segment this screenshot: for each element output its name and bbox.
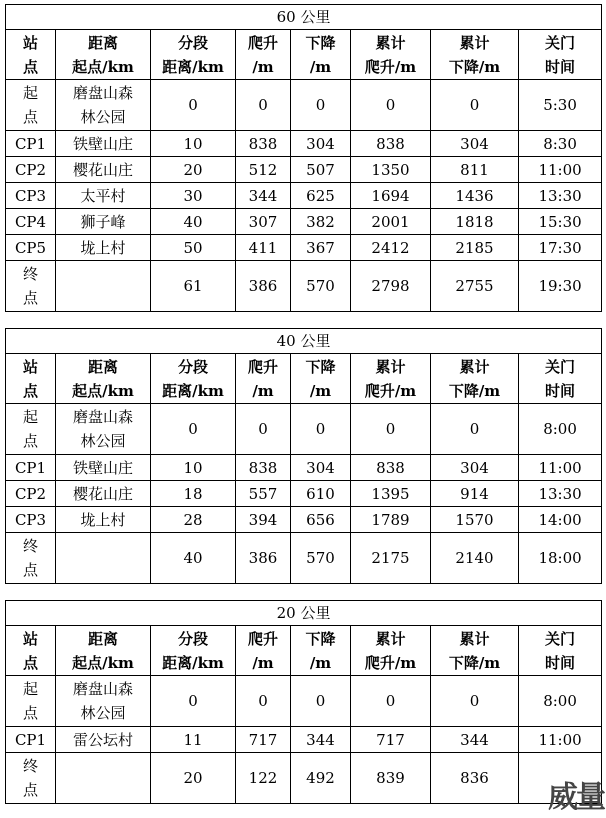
col-header-station: 站 点 <box>6 626 56 676</box>
col-header-descent: 下降 /m <box>291 354 351 404</box>
cum-descent-cell: 1818 <box>431 209 519 235</box>
col-header-distance: 距离 起点/km <box>56 626 151 676</box>
table-row <box>6 753 602 804</box>
cutoff-cell: 11:00 <box>519 727 602 753</box>
cutoff-cell: 5:30 <box>519 80 602 131</box>
col-header-cum-ascent: 累计 爬升/m <box>351 30 431 80</box>
segment-cell: 20 <box>151 157 236 183</box>
segment-cell: 40 <box>151 209 236 235</box>
cutoff-cell: 13:30 <box>519 183 602 209</box>
col-header-cum-ascent: 累计 爬升/m <box>351 626 431 676</box>
segment-cell: 50 <box>151 235 236 261</box>
table-60km <box>5 4 602 312</box>
station-cell: 起 点 <box>6 676 56 727</box>
table-title: 20 公里 <box>6 601 602 626</box>
descent-cell: 570 <box>291 533 351 584</box>
cutoff-cell: 11:00 <box>519 157 602 183</box>
ascent-cell: 411 <box>236 235 291 261</box>
cum-ascent-cell: 0 <box>351 676 431 727</box>
segment-cell: 40 <box>151 533 236 584</box>
cutoff-cell: 8:00 <box>519 676 602 727</box>
ascent-cell: 512 <box>236 157 291 183</box>
cum-descent-cell: 0 <box>431 676 519 727</box>
segment-cell: 10 <box>151 131 236 157</box>
cum-ascent-cell: 717 <box>351 727 431 753</box>
segment-cell: 20 <box>151 753 236 804</box>
location-cell: 铁壁山庄 <box>56 455 151 481</box>
cutoff-cell: 13:30 <box>519 481 602 507</box>
col-header-cutoff: 关门 时间 <box>519 354 602 404</box>
cum-ascent-cell: 839 <box>351 753 431 804</box>
col-header-descent: 下降 /m <box>291 626 351 676</box>
station-cell: CP1 <box>6 727 56 753</box>
header-row <box>6 354 602 404</box>
station-cell: 终 点 <box>6 753 56 804</box>
station-cell: 起 点 <box>6 404 56 455</box>
table-row <box>6 727 602 753</box>
col-header-segment: 分段 距离/km <box>151 626 236 676</box>
ascent-cell: 0 <box>236 404 291 455</box>
ascent-cell: 717 <box>236 727 291 753</box>
table-row <box>6 404 602 455</box>
cum-ascent-cell: 2175 <box>351 533 431 584</box>
cum-descent-cell: 304 <box>431 455 519 481</box>
location-cell <box>56 753 151 804</box>
station-cell: CP3 <box>6 507 56 533</box>
table-title: 40 公里 <box>6 329 602 354</box>
station-cell: CP2 <box>6 157 56 183</box>
rows-20 <box>6 676 602 804</box>
col-header-cum-descent: 累计 下降/m <box>431 30 519 80</box>
table-row <box>6 533 602 584</box>
segment-cell: 30 <box>151 183 236 209</box>
station-cell: CP2 <box>6 481 56 507</box>
cum-ascent-cell: 0 <box>351 404 431 455</box>
segment-cell: 0 <box>151 676 236 727</box>
table-row <box>6 676 602 727</box>
col-header-ascent: 爬升 /m <box>236 626 291 676</box>
table-row <box>6 507 602 533</box>
location-cell <box>56 533 151 584</box>
ascent-cell: 386 <box>236 261 291 312</box>
segment-cell: 28 <box>151 507 236 533</box>
location-cell: 樱花山庄 <box>56 481 151 507</box>
descent-cell: 0 <box>291 404 351 455</box>
segment-cell: 0 <box>151 80 236 131</box>
col-header-ascent: 爬升 /m <box>236 354 291 404</box>
cum-descent-cell: 2140 <box>431 533 519 584</box>
station-cell: CP4 <box>6 209 56 235</box>
ascent-cell: 394 <box>236 507 291 533</box>
ascent-cell: 838 <box>236 455 291 481</box>
cutoff-cell: 8:00 <box>519 404 602 455</box>
cutoff-cell: 11:00 <box>519 455 602 481</box>
table-row <box>6 481 602 507</box>
descent-cell: 344 <box>291 727 351 753</box>
descent-cell: 0 <box>291 80 351 131</box>
ascent-cell: 838 <box>236 131 291 157</box>
location-cell: 垅上村 <box>56 507 151 533</box>
col-header-cum-ascent: 累计 爬升/m <box>351 354 431 404</box>
segment-cell: 0 <box>151 404 236 455</box>
location-cell: 太平村 <box>56 183 151 209</box>
descent-cell: 492 <box>291 753 351 804</box>
ascent-cell: 0 <box>236 676 291 727</box>
col-header-distance: 距离 起点/km <box>56 30 151 80</box>
station-cell: CP3 <box>6 183 56 209</box>
cum-ascent-cell: 1789 <box>351 507 431 533</box>
ascent-cell: 0 <box>236 80 291 131</box>
location-cell: 磨盘山森 林公园 <box>56 404 151 455</box>
cum-descent-cell: 914 <box>431 481 519 507</box>
location-cell: 雷公坛村 <box>56 727 151 753</box>
cum-descent-cell: 1570 <box>431 507 519 533</box>
cum-ascent-cell: 1395 <box>351 481 431 507</box>
table-row <box>6 235 602 261</box>
cutoff-cell: 17:30 <box>519 235 602 261</box>
table-row <box>6 183 602 209</box>
cum-ascent-cell: 0 <box>351 80 431 131</box>
cutoff-cell: 19:30 <box>519 261 602 312</box>
ascent-cell: 386 <box>236 533 291 584</box>
descent-cell: 570 <box>291 261 351 312</box>
ascent-cell: 122 <box>236 753 291 804</box>
location-cell <box>56 261 151 312</box>
descent-cell: 304 <box>291 131 351 157</box>
descent-cell: 0 <box>291 676 351 727</box>
station-cell: 起 点 <box>6 80 56 131</box>
station-cell: CP1 <box>6 131 56 157</box>
cutoff-cell: 14:00 <box>519 507 602 533</box>
cum-descent-cell: 2755 <box>431 261 519 312</box>
cum-ascent-cell: 2001 <box>351 209 431 235</box>
rows-40 <box>6 404 602 584</box>
cum-descent-cell: 0 <box>431 404 519 455</box>
location-cell: 垅上村 <box>56 235 151 261</box>
cutoff-cell: 8:30 <box>519 131 602 157</box>
descent-cell: 610 <box>291 481 351 507</box>
col-header-station: 站 点 <box>6 30 56 80</box>
cum-ascent-cell: 2412 <box>351 235 431 261</box>
col-header-station: 站 点 <box>6 354 56 404</box>
col-header-ascent: 爬升 /m <box>236 30 291 80</box>
col-header-descent: 下降 /m <box>291 30 351 80</box>
cum-descent-cell: 1436 <box>431 183 519 209</box>
station-cell: CP1 <box>6 455 56 481</box>
col-header-cutoff: 关门 时间 <box>519 30 602 80</box>
segment-cell: 11 <box>151 727 236 753</box>
segment-cell: 18 <box>151 481 236 507</box>
col-header-segment: 分段 距离/km <box>151 354 236 404</box>
station-cell: CP5 <box>6 235 56 261</box>
cum-ascent-cell: 838 <box>351 131 431 157</box>
table-row <box>6 209 602 235</box>
col-header-cum-descent: 累计 下降/m <box>431 626 519 676</box>
cum-descent-cell: 344 <box>431 727 519 753</box>
table-row <box>6 455 602 481</box>
header-row <box>6 30 602 80</box>
col-header-segment: 分段 距离/km <box>151 30 236 80</box>
descent-cell: 382 <box>291 209 351 235</box>
table-row <box>6 131 602 157</box>
ascent-cell: 344 <box>236 183 291 209</box>
segment-cell: 61 <box>151 261 236 312</box>
cum-ascent-cell: 1350 <box>351 157 431 183</box>
station-cell: 终 点 <box>6 261 56 312</box>
cum-descent-cell: 811 <box>431 157 519 183</box>
watermark-logo: 威量 <box>548 780 604 815</box>
cum-descent-cell: 0 <box>431 80 519 131</box>
col-header-cutoff: 关门 时间 <box>519 626 602 676</box>
segment-cell: 10 <box>151 455 236 481</box>
ascent-cell: 557 <box>236 481 291 507</box>
table-20km <box>5 600 602 804</box>
cum-descent-cell: 836 <box>431 753 519 804</box>
location-cell: 磨盘山森 林公园 <box>56 80 151 131</box>
descent-cell: 625 <box>291 183 351 209</box>
table-40km <box>5 328 602 584</box>
cum-descent-cell: 2185 <box>431 235 519 261</box>
rows-60 <box>6 80 602 312</box>
descent-cell: 656 <box>291 507 351 533</box>
location-cell: 磨盘山森 林公园 <box>56 676 151 727</box>
table-row <box>6 80 602 131</box>
ascent-cell: 307 <box>236 209 291 235</box>
table-row <box>6 261 602 312</box>
cutoff-cell: 18:00 <box>519 533 602 584</box>
descent-cell: 367 <box>291 235 351 261</box>
header-row <box>6 626 602 676</box>
location-cell: 狮子峰 <box>56 209 151 235</box>
location-cell: 樱花山庄 <box>56 157 151 183</box>
cum-descent-cell: 304 <box>431 131 519 157</box>
descent-cell: 507 <box>291 157 351 183</box>
col-header-cum-descent: 累计 下降/m <box>431 354 519 404</box>
table-title: 60 公里 <box>6 5 602 30</box>
cum-ascent-cell: 838 <box>351 455 431 481</box>
cum-ascent-cell: 2798 <box>351 261 431 312</box>
col-header-distance: 距离 起点/km <box>56 354 151 404</box>
location-cell: 铁壁山庄 <box>56 131 151 157</box>
descent-cell: 304 <box>291 455 351 481</box>
station-cell: 终 点 <box>6 533 56 584</box>
cum-ascent-cell: 1694 <box>351 183 431 209</box>
table-row <box>6 157 602 183</box>
cutoff-cell: 15:30 <box>519 209 602 235</box>
